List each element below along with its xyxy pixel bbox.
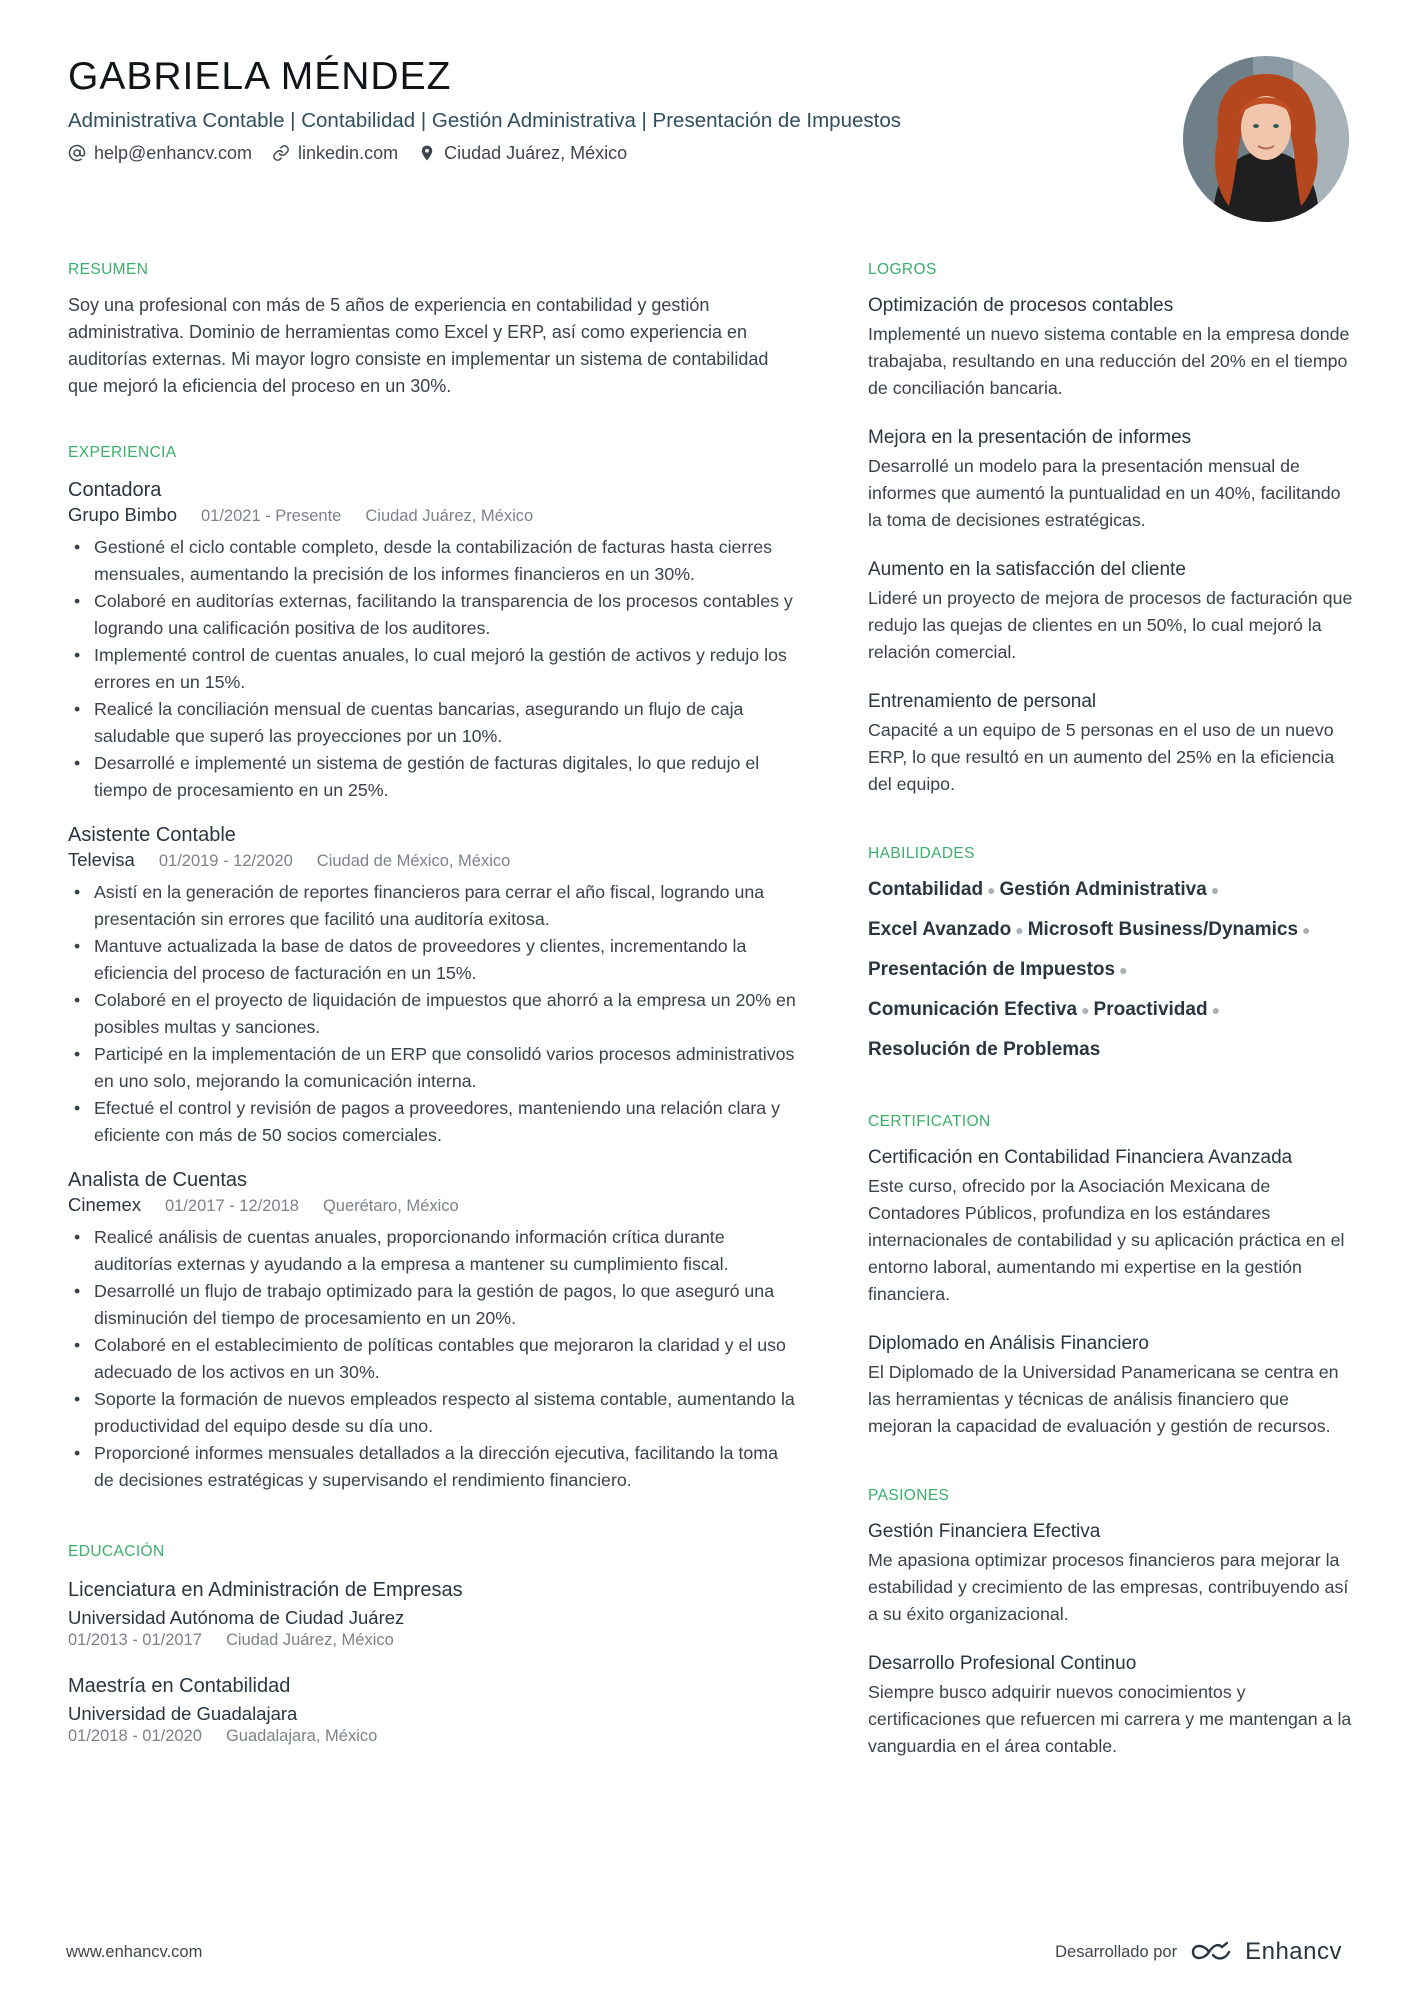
job-location: Querétaro, México (322, 1197, 459, 1215)
achievement-desc: Lideré un proyecto de mejora de procesos de facturación que redujo las quejas de clientes en un 50%, lo cual mejoró la relación comercial. (868, 588, 1353, 662)
edu-school: Universidad Autónoma de Ciudad Juárez (68, 1607, 405, 1628)
achievement-title: Optimización de procesos contables (868, 295, 1174, 316)
job-bullet: • Implementé control de cuentas anuales, lo cual mejoró la gestión de activos y redujo los errores en un 15%. (68, 642, 798, 696)
section-title-skills: HABILIDADES (868, 845, 975, 862)
passion-item (868, 1518, 1354, 1628)
certification-item (868, 1144, 1354, 1308)
summary-text: Soy una profesional con más de 5 años de experiencia en contabilidad y gestión administrativa. Dominio de herramientas como Excel y ERP, así como experiencia en auditorías externas. Mi mayor logro consiste en implementar un sistema de contabilidad que mejoró la eficiencia del proceso en un 30%. (68, 295, 769, 396)
skill-tag: Proactividad (1093, 999, 1208, 1020)
skill-row (868, 876, 1354, 904)
skills-section (868, 842, 1354, 1064)
footer-url-link[interactable]: www.enhancv.com (66, 1942, 203, 1961)
job-entry (68, 822, 798, 1149)
passions-section (868, 1484, 1354, 1760)
job-bullets (68, 1224, 798, 1494)
skill-row (868, 1036, 1354, 1064)
job-bullet: • Participé en la implementación de un ERP que consolidó varios procesos administrativos en uno solo, mejorando la comunicación interna. (68, 1041, 798, 1095)
job-dates: 01/2021 - Presente (201, 507, 342, 525)
job-bullet: • Soporte la formación de nuevos empleados respecto al sistema contable, aumentando la productividad del equipo desde su día uno. (68, 1386, 798, 1440)
contact-location-text: Ciudad Juárez, México (444, 143, 628, 163)
page-footer (66, 1938, 1342, 1966)
separator-dot: ● (1081, 1002, 1090, 1018)
contact-linkedin[interactable] (272, 139, 398, 167)
enhancv-logo-icon (1189, 1941, 1233, 1963)
job-meta (68, 503, 798, 528)
job-bullet: • Gestioné el ciclo contable completo, desde la contabilización de facturas hasta cierres mensuales, aumentando la precisión de los informes financieros en un 30%. (68, 534, 798, 588)
skill-tag: Gestión Administrativa (999, 879, 1207, 900)
skill-row (868, 956, 1354, 984)
education-section (68, 1540, 798, 1746)
location-pin-icon (418, 144, 436, 162)
job-location: Ciudad Juárez, México (365, 507, 534, 525)
resume-header (68, 52, 1168, 167)
skill-tag: Resolución de Problemas (868, 1039, 1101, 1060)
achievement-item (868, 292, 1354, 402)
skill-tag: Presentación de Impuestos (868, 959, 1116, 980)
section-title-summary: RESUMEN (68, 261, 149, 278)
link-icon (272, 144, 290, 162)
achievement-desc: Implementé un nuevo sistema contable en la empresa donde trabajaba, resultando en una reducción del 20% en el tiempo de conciliación bancaria. (868, 324, 1350, 398)
summary-section (68, 258, 798, 400)
job-company: Grupo Bimbo (68, 504, 177, 525)
separator-dot: ● (987, 882, 996, 898)
education-entry (68, 1672, 798, 1746)
certification-desc: El Diplomado de la Universidad Panamericana se centra en las herramientas y técnicas de análisis financiero que mejoran la capacidad de evaluación y gestión de recursos. (868, 1362, 1339, 1436)
separator-dot: ● (1302, 922, 1311, 938)
edu-degree: Maestría en Contabilidad (68, 1675, 291, 1697)
separator-dot: ● (1210, 882, 1220, 898)
left-column (68, 258, 798, 1746)
skill-row (868, 996, 1354, 1024)
achievement-item (868, 424, 1354, 534)
achievement-desc: Desarrollé un modelo para la presentación mensual de informes que aumentó la puntualidad en un 40%, facilitando la toma de decisiones estratégicas. (868, 456, 1341, 530)
skills-list (868, 876, 1354, 1064)
profile-photo (1183, 56, 1349, 222)
job-bullets (68, 879, 798, 1149)
job-bullets (68, 534, 798, 804)
skill-row (868, 916, 1354, 944)
passion-desc: Siempre busco adquirir nuevos conocimientos y certificaciones que refuercen mi carrera y me mantengan a la vanguardia en el área contable. (868, 1682, 1352, 1756)
certification-title: Diplomado en Análisis Financiero (868, 1333, 1149, 1354)
job-company: Televisa (68, 849, 135, 870)
brand-name: Enhancv (1245, 1938, 1342, 1965)
achievement-item (868, 688, 1354, 798)
job-bullet: • Realicé la conciliación mensual de cuentas bancarias, asegurando un flujo de caja saludable que superó las proyecciones por un 10%. (68, 696, 798, 750)
section-title-certification: CERTIFICATION (868, 1113, 991, 1130)
edu-location: Guadalajara, México (225, 1727, 378, 1745)
edu-degree: Licenciatura en Administración de Empresas (68, 1579, 463, 1601)
job-bullet: • Colaboré en el proyecto de liquidación de impuestos que ahorró a la empresa un 20% en posibles multas y sanciones. (68, 987, 798, 1041)
passion-desc: Me apasiona optimizar procesos financieros para mejorar la estabilidad y crecimiento de las empresas, contribuyendo así a su éxito organizacional. (868, 1550, 1349, 1624)
job-bullet: • Colaboré en auditorías externas, facilitando la transparencia de los procesos contables y logrando una calificación positiva de los auditores. (68, 588, 798, 642)
job-title: Contadora (68, 479, 162, 501)
job-title: Analista de Cuentas (68, 1169, 248, 1191)
job-bullet: • Colaboré en el establecimiento de políticas contables que mejoraron la claridad y el uso adecuado de los activos en un 30%. (68, 1332, 798, 1386)
job-bullet: • Asistí en la generación de reportes financieros para cerrar el año fiscal, logrando una presentación sin errores que facilitó una auditoría exitosa. (68, 879, 798, 933)
passion-title: Desarrollo Profesional Continuo (868, 1653, 1137, 1674)
job-meta (68, 1193, 798, 1218)
powered-by-label: Desarrollado por (1055, 1942, 1178, 1961)
job-location: Ciudad de México, México (316, 852, 511, 870)
job-bullet: • Efectué el control y revisión de pagos a proveedores, manteniendo una relación clara y eficiente con más de 50 socios comerciales. (68, 1095, 798, 1149)
headline: Administrativa Contable | Contabilidad | Gestión Administrativa | Presentación de Impuestos (68, 109, 901, 132)
job-bullet: • Proporcioné informes mensuales detallados a la dirección ejecutiva, facilitando la toma de decisiones estratégicas y supervisando el rendimiento financiero. (68, 1440, 798, 1494)
job-company: Cinemex (68, 1194, 141, 1215)
job-dates: 01/2017 - 12/2018 (165, 1197, 299, 1215)
job-bullet: • Desarrollé e implementé un sistema de gestión de facturas digitales, lo que redujo el tiempo de procesamiento en un 25%. (68, 750, 798, 804)
separator-dot: ● (1119, 962, 1128, 978)
job-bullet: • Mantuve actualizada la base de datos de proveedores y clientes, incrementando la eficiencia del proceso de facturación en un 15%. (68, 933, 798, 987)
section-title-achievements: LOGROS (868, 261, 937, 278)
job-entry (68, 477, 798, 804)
candidate-name: GABRIELA MÉNDEZ (68, 55, 452, 98)
education-entry (68, 1576, 798, 1650)
achievements-section (868, 258, 1354, 798)
edu-dates: 01/2013 - 01/2017 (68, 1631, 202, 1649)
job-bullet: • Desarrollé un flujo de trabajo optimizado para la gestión de pagos, lo que aseguró una disminución del tiempo de procesamiento en un 20%. (68, 1278, 798, 1332)
skill-tag: Microsoft Business/Dynamics (1027, 919, 1299, 940)
separator-dot: ● (1211, 1002, 1221, 1018)
contact-linkedin-text: linkedin.com (298, 143, 399, 163)
section-title-experience: EXPERIENCIA (68, 444, 177, 461)
edu-location: Ciudad Juárez, México (225, 1631, 394, 1649)
job-meta (68, 848, 798, 873)
certification-section (868, 1110, 1354, 1440)
contact-email-text: help@enhancv.com (94, 143, 253, 163)
separator-dot: ● (1015, 922, 1024, 938)
skill-tag: Contabilidad (868, 879, 984, 900)
achievement-title: Aumento en la satisfacción del cliente (868, 559, 1186, 580)
edu-meta (68, 1630, 798, 1650)
achievement-item (868, 556, 1354, 666)
achievement-desc: Capacité a un equipo de 5 personas en el uso de un nuevo ERP, lo que resultó en un aumento del 25% en la eficiencia del equipo. (868, 720, 1335, 794)
at-icon (68, 144, 86, 162)
experience-section (68, 441, 798, 1494)
skill-tag: Comunicación Efectiva (868, 999, 1078, 1020)
edu-school: Universidad de Guadalajara (68, 1703, 298, 1724)
footer-brand[interactable] (1055, 1938, 1342, 1966)
certification-title: Certificación en Contabilidad Financiera Avanzada (868, 1147, 1293, 1168)
right-column (868, 258, 1354, 1760)
passion-title: Gestión Financiera Efectiva (868, 1521, 1101, 1542)
edu-meta (68, 1726, 798, 1746)
certification-item (868, 1330, 1354, 1440)
contact-list (68, 139, 1168, 167)
edu-dates: 01/2018 - 01/2020 (68, 1727, 202, 1745)
achievement-title: Mejora en la presentación de informes (868, 427, 1192, 448)
job-entry (68, 1167, 798, 1494)
achievement-title: Entrenamiento de personal (868, 691, 1097, 712)
job-dates: 01/2019 - 12/2020 (158, 852, 293, 870)
contact-email[interactable] (68, 139, 252, 167)
job-bullet: • Realicé análisis de cuentas anuales, proporcionando información crítica durante auditorías externas y ayudando a la empresa a mantener su cumplimiento fiscal. (68, 1224, 798, 1278)
contact-location (418, 139, 627, 167)
certification-desc: Este curso, ofrecido por la Asociación Mexicana de Contadores Públicos, profundiza en los estándares internacionales de contabilidad y su aplicación práctica en el entorno laboral, aumentando mi expertise en la gestión financiera. (868, 1176, 1345, 1304)
section-title-passions: PASIONES (868, 1487, 950, 1504)
job-title: Asistente Contable (68, 824, 236, 846)
skill-tag: Excel Avanzado (868, 919, 1012, 940)
section-title-education: EDUCACIÓN (68, 1543, 165, 1560)
passion-item (868, 1650, 1354, 1760)
